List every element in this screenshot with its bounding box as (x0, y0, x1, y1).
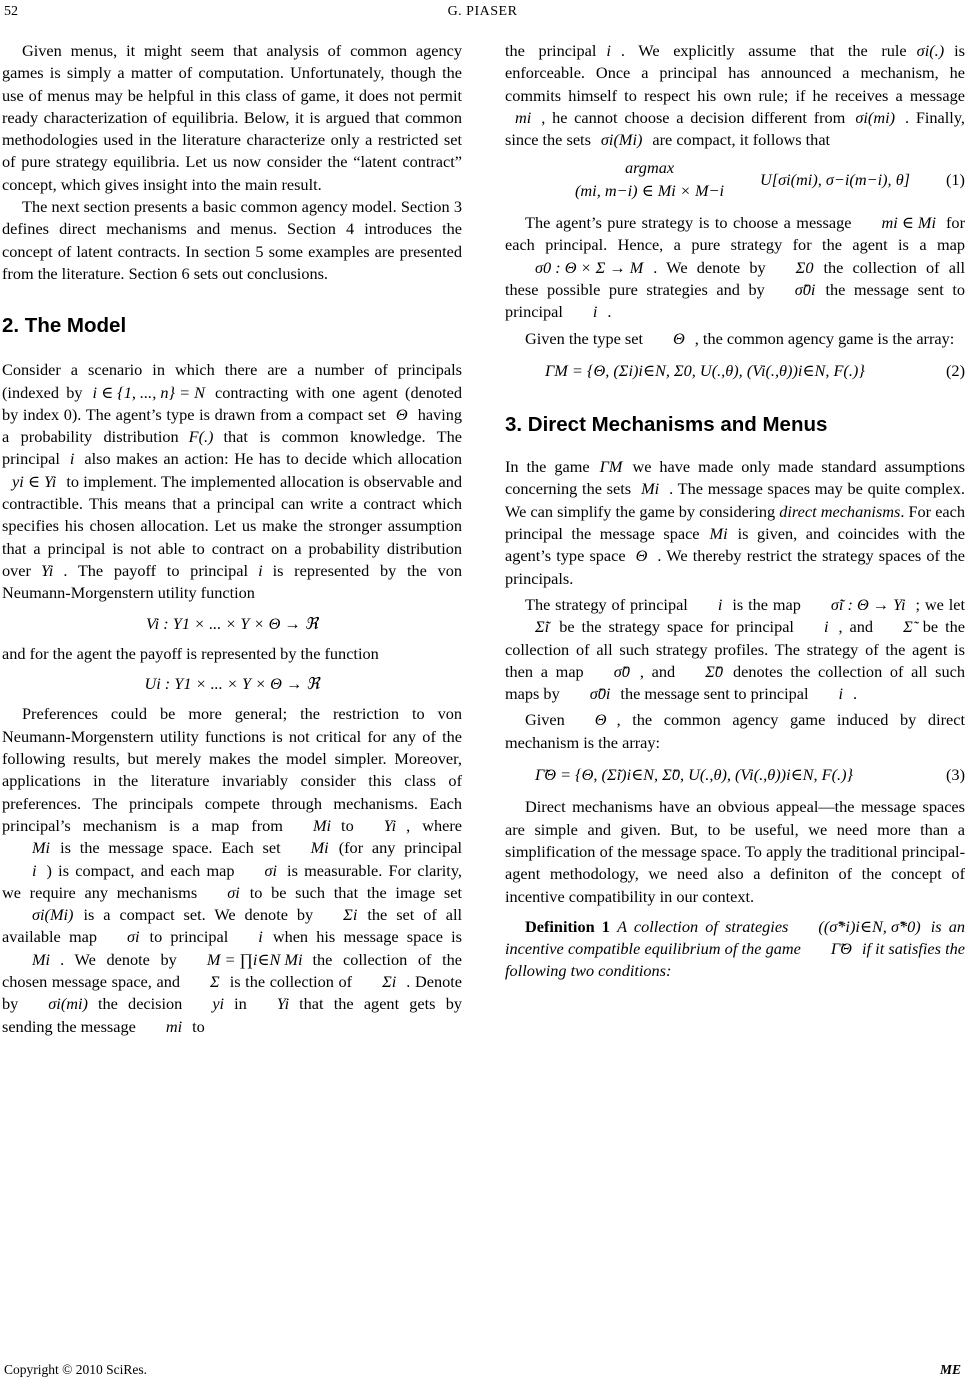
section-heading-direct-mechanisms: 3. Direct Mechanisms and Menus (505, 413, 828, 437)
left-column (2, 40, 462, 1038)
paragraph-appeal: Direct mechanisms have an obvious appeal—the message spaces are simple and given. But, to be useful, we need more than a simplification of the message space. To apply the traditional principal-agent methodology, we need also a definiton of the concept of incentive compatibility in our context. (505, 797, 965, 906)
equation-1-argmax: argmax (mi, m−i) ∈ Mi × M−i (575, 158, 725, 200)
footer-copyright: Copyright © 2010 SciRes. (4, 1362, 148, 1377)
paragraph-game: Given the type set Θ , the common agency game is the array: (525, 328, 955, 348)
equation-1-number: (1) (946, 169, 965, 189)
equation-2-body: ΓM = {Θ, (Σi)i∈N, Σ0, U(.,θ), (Vi(.,θ))i∈N, F(.)} (545, 360, 865, 380)
paragraph-agent-payoff: and for the agent the payoff is represented by the function (2, 643, 379, 663)
equation-principal-utility: Vi : Y1 × ... × Y × Θ → ℜ (145, 613, 319, 633)
page-number: 52 (4, 4, 18, 19)
equation-agent-utility: Ui : Y1 × ... × Y × Θ → ℜ (144, 674, 320, 694)
equation-3-number: (3) (946, 765, 965, 785)
definition-1: Definition 1 A collection of strategies ((σ̃*i)i∈N, σ̃*0) is an incentive compatible equilibrium of the game Γ̃Θ if it satisfies the following two conditions: (505, 916, 965, 981)
paragraph-continued: the principal i . We explicitly assume that the rule σi(.) is enforceable. Once a principal has announced a mechanism, he commits himself to respect his own rule; if he receives a messagemi , he cannot choose a decision different from σi(mi) . Finally, since the sets σi(Mi) are compact, it follows that (505, 41, 965, 150)
paragraph-direct-mechanisms: In the game ΓM we have made only made standard assumptions concerning the sets Mi . The message spaces may be quite complex. We can simplify the game by considering direct mechanisms. For each principal the message space Mi is given, and coincides with the agent’s type space Θ . We thereby restrict the strategy spaces of the principals. (505, 457, 965, 588)
paragraph-induced-game: Given Θ , the common agency game induced by direct mechanism is the array: (505, 710, 965, 752)
running-header-author: G. PIASER (447, 4, 518, 19)
right-column (505, 40, 965, 983)
footer-journal: ME (939, 1362, 961, 1377)
equation-2-number: (2) (946, 360, 965, 380)
definition-label: Definition 1 (525, 916, 610, 936)
paragraph-strategy-principal: The strategy of principal i is the map σ̃i : Θ → Yi ; we letΣ̃i be the strategy space for principal i , and Σ̃ be the collection of all such strategy profiles. The strategy of the agent is then a map σ̃0 , and Σ̃0 denotes the collection of all such maps by σ̃0i the message sent to principal i . (505, 594, 965, 704)
paragraph-outline: The next section presents a basic common agency model. Section 3 defines direct mechanisms and menus. Section 4 introduces the concept of latent contracts. In section 5 some examples are presented from the literature. Section 6 sets out conclusions. (2, 197, 462, 283)
equation-1 (505, 157, 965, 202)
paragraph-model: Consider a scenario in which there are a number of principals (indexed by i ∈ {1, ..., n} = N contracting with one agent (denoted by index 0). The agent’s type is drawn from a compact set Θ having a probability distribution F(.) that is common knowledge. The principal i also makes an action: He has to decide which allocationyi ∈ Yi to implement. The implemented allocation is observable and contractible. This means that a principal can write a contract which specifies his chosen allocation. Let us make the stronger assumption that a principal is not able to contract on a probability distribution over Yi . The payoff to principal i is represented by the von Neumann-Morgenstern utility function (2, 360, 463, 603)
equation-2 (505, 360, 965, 382)
paragraph-intro: Given menus, it might seem that analysis of common agency games is simply a matter of computation. Unfortunately, though the use of menus may be helpful in this class of game, it does not permit ready characterization of equilibria. Below, it is argued that common methodologies used in the literature characterize only a restricted set of pure strategy equilibria. Let us now consider the “latent contract” concept, which gives insight into the main result. (2, 41, 462, 194)
paragraph-preferences: Preferences could be more general; the restriction to von Neumann-Morgenstern utility functions is not critical for any of the following results, but merely makes the model simpler. Moreover, applications in the literature invariably consider this class of preferences. The principals compete through mechanisms. Each principal’s mechanism is a map from Mi to Yi , whereMi is the message space. Each set Mi (for any principali ) is compact, and each map σi is measurable. For clarity, we require any mechanisms σi to be such that the image setσi(Mi) is a compact set. We denote by Σi the set of all available map σi to principal i when his message space isMi . We denote by M = ∏i∈N Mi the collection of the chosen message space, and Σ is the collection of Σi . Denote by σi(mi) the decision yi in Yi that the agent gets by sending the message mi to (2, 704, 463, 1036)
equation-3-body: Γ̃Θ = {Θ, (Σ̃i)i∈N, Σ̃0, U(.,θ), (Vi(.,θ))i∈N, F(.)} (535, 765, 854, 785)
equation-1-body: U[σi(mi), σ−i(m−i), θ] (759, 169, 911, 189)
equation-3 (505, 764, 965, 786)
section-heading-model: 2. The Model (2, 314, 127, 338)
paragraph-agent-strategy: The agent’s pure strategy is to choose a message mi ∈ Mi for each principal. Hence, a pure strategy for the agent is a mapσ0 : Θ × Σ → M . We denote by Σ0 the collection of all these possible pure strategies and by σ̃0i the message sent to principal i . (505, 213, 965, 322)
